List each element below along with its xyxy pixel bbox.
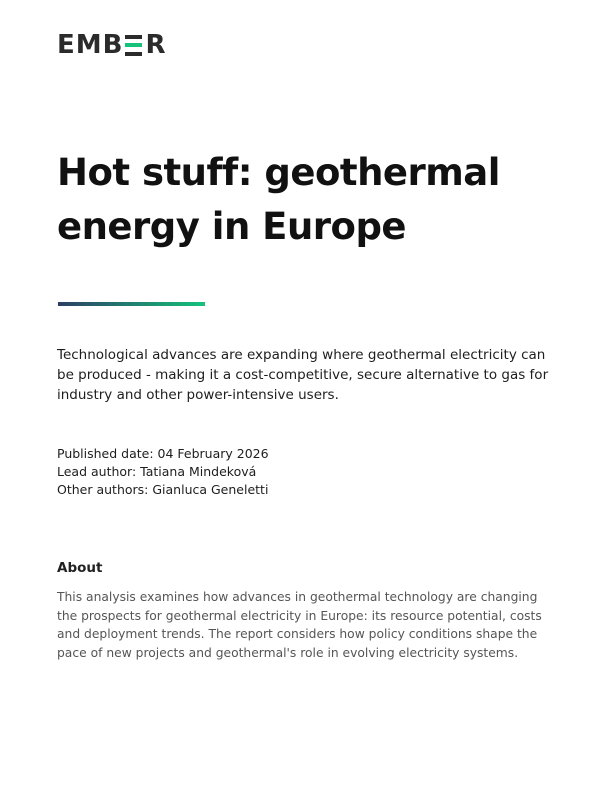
accent-divider [58,302,205,306]
lead-author: Lead author: Tatiana Mindeková [57,464,257,479]
ember-logo [57,32,166,58]
report-metadata [57,445,557,499]
logo-e-icon [125,35,142,56]
logo-text-right: R [145,30,167,60]
about-heading: About [57,560,103,576]
logo-text-left: EMB [57,30,124,60]
other-authors: Other authors: Gianluca Geneletti [57,482,269,497]
about-text: This analysis examines how advances in geothermal technology are changing the prospects for geothermal electricity in Europe: its resource potential, costs and deployment trends. The report considers how policy conditions shape the pace of new projects and geothermal's role in evolving electricity systems. [57,590,542,660]
report-title: Hot stuff: geothermal energy in Europe [57,151,500,248]
published-date: Published date: 04 February 2026 [57,446,269,461]
report-summary: Technological advances are expanding where geothermal electricity can be produced - making it a cost-competitive, secure alternative to gas for industry and other power-intensive users. [57,347,549,403]
